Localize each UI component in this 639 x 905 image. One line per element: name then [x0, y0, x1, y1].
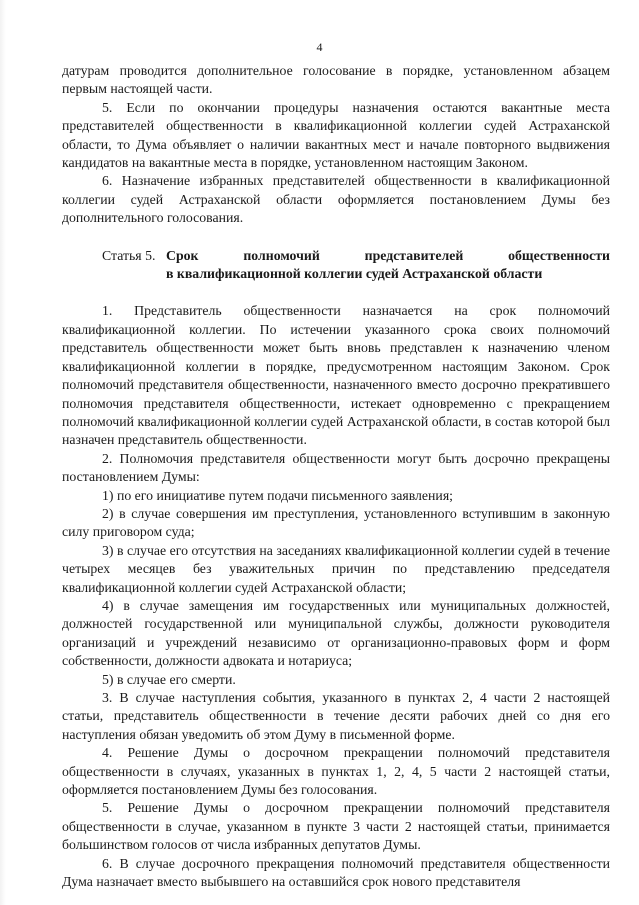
article-subitem-2: 2) в случае совершения им преступления, установленного вступившим в законную силу приговором суда; — [62, 505, 610, 540]
paragraph-continuation: датурам проводится дополнительное голосование в порядке, установленном абзацем первым настоящей части. — [62, 63, 610, 97]
article-subitem-3: 3) в случае его отсутствия на заседаниях квалификационной коллегии судей в течение четырех месяцев без уважительных причин по представлению председателя квалификационной коллегии судей Астраханской области; — [62, 542, 610, 595]
scan-edge-shadow — [0, 0, 6, 905]
article-subitem-1: 1) по его инициативе путем подачи письменного заявления; — [102, 487, 453, 503]
document-body — [62, 62, 610, 891]
article-title-line-1: Срок полномочий представителей общественности — [166, 247, 610, 263]
paragraph-item-5: 5. Если по окончании процедуры назначения остаются вакантные места представителей общественности в квалификационной коллегии судей Астраханской области, то Дума объявляет о наличии вакантных мест и начале повторного выдвижения кандидатов на вакантные места в порядке, установленном настоящим Законом. — [62, 99, 610, 171]
article-label: Статья 5. — [102, 247, 156, 263]
article-subitem-5: 5) в случае его смерти. — [102, 671, 236, 687]
article-title-line-2: в квалификационной коллегии судей Астраханской области — [166, 266, 543, 282]
article-paragraph-2: 2. Полномочия представителя общественности могут быть досрочно прекращены постановлением Думы: — [62, 450, 610, 485]
article-subitem-4: 4) в случае замещения им государственных или муниципальных должностей, должностей государственной или муниципальной службы, должности руководителя организаций и учреждений независимо от организационно-правовых форм и форм собственности, должности адвоката и нотариуса; — [62, 597, 610, 669]
article-paragraph-6: 6. В случае досрочного прекращения полномочий представителя общественности Дума назначает вместо выбывшего на оставшийся срок нового представителя — [62, 855, 610, 890]
article-paragraph-4: 4. Решение Думы о досрочном прекращении полномочий представителя общественности в случаях, указанных в пунктах 1, 2, 4, 5 части 2 настоящей статьи, оформляется постановлением Думы без голосования. — [62, 745, 610, 798]
article-title — [165, 247, 610, 284]
page-number: 4 — [316, 40, 323, 54]
article-paragraph-1: 1. Представитель общественности назначается на срок полномочий квалификационной коллегии. По истечении указанного срока своих полномочий представитель общественности может быть вновь представлен к назначению членом квалификационной коллегии в порядке, предусмотренном настоящим Законом. Срок полномочий представителя общественности, назначенного вместо досрочно прекратившего полномочия представителя общественности, истекает одновременно с прекращением полномочий квалификационной коллегии судей Астраханской области, в состав которой был назначен представитель общественности. — [62, 303, 610, 448]
article-heading — [62, 247, 610, 284]
article-paragraph-3: 3. В случае наступления события, указанного в пунктах 2, 4 части 2 настоящей статьи, представитель общественности в течение десяти рабочих дней со дня его наступления обязан уведомить об этом Думу в письменной форме. — [62, 690, 610, 742]
article-paragraph-5: 5. Решение Думы о досрочном прекращении полномочий представителя общественности в случае, указанном в пункте 3 части 2 настоящей статьи, принимается большинством голосов от числа избранных депутатов Думы. — [62, 800, 610, 853]
paragraph-item-6: 6. Назначение избранных представителей общественности в квалификационной коллегии судей Астраханской области оформляется постановлением Думы без дополнительного голосования. — [62, 173, 610, 226]
